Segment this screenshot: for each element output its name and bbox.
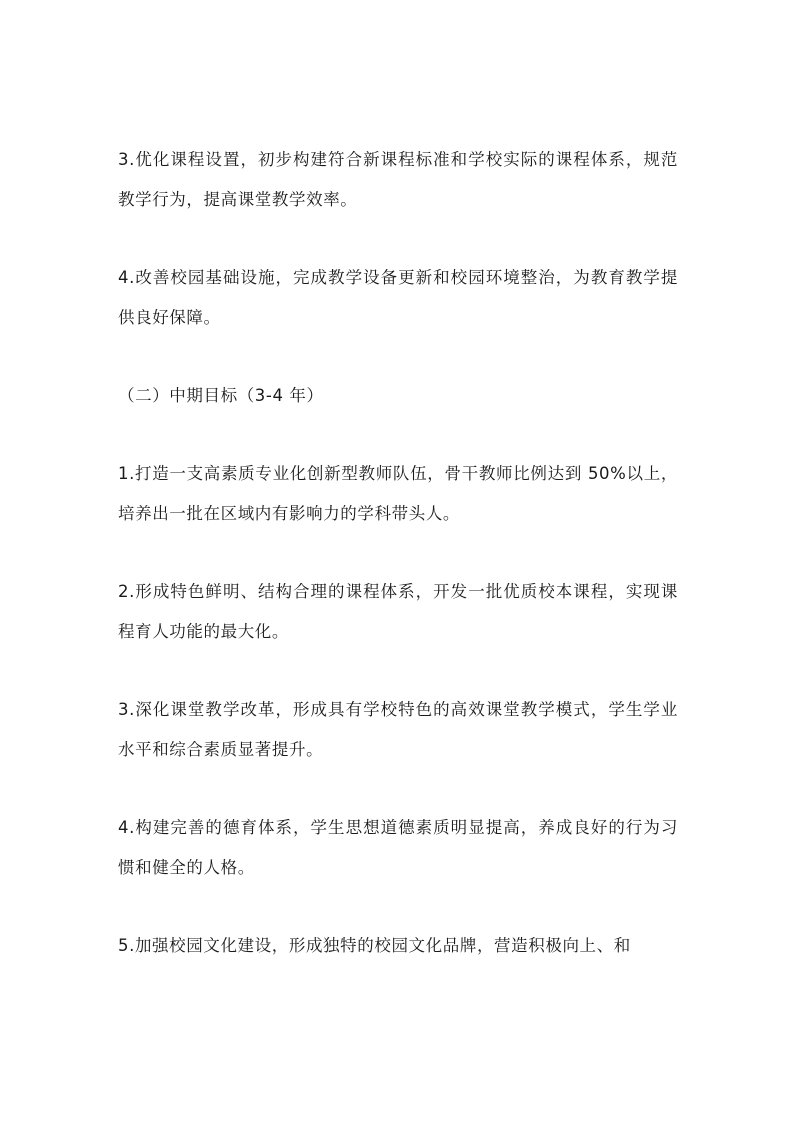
- paragraph-mid-term-3: 3.深化课堂教学改革，形成具有学校特色的高效课堂教学模式，学生学业水平和综合素质显著提升。: [118, 700, 678, 759]
- section-heading-mid-term: （二）中期目标（3-4 年）: [118, 386, 324, 405]
- paragraph-mid-term-2: 2.形成特色鲜明、结构合理的课程体系，开发一批优质校本课程，实现课程育人功能的最大化。: [118, 582, 678, 641]
- paragraph-mid-term-4: 4.构建完善的德育体系，学生思想道德素质明显提高，养成良好的行为习惯和健全的人格。: [118, 818, 678, 877]
- document-body: [118, 140, 678, 966]
- paragraph-mid-term-1: 1.打造一支高素质专业化创新型教师队伍，骨干教师比例达到 50%以上，培养出一批在区域内有影响力的学科带头人。: [118, 464, 678, 523]
- paragraph-short-term-3: 3.优化课程设置，初步构建符合新课程标准和学校实际的课程体系，规范教学行为，提高课堂教学效率。: [118, 150, 678, 209]
- paragraph-mid-term-5: 5.加强校园文化建设，形成独特的校园文化品牌，营造积极向上、和: [118, 936, 631, 955]
- paragraph-short-term-4: 4.改善校园基础设施，完成教学设备更新和校园环境整治，为教育教学提供良好保障。: [118, 268, 678, 327]
